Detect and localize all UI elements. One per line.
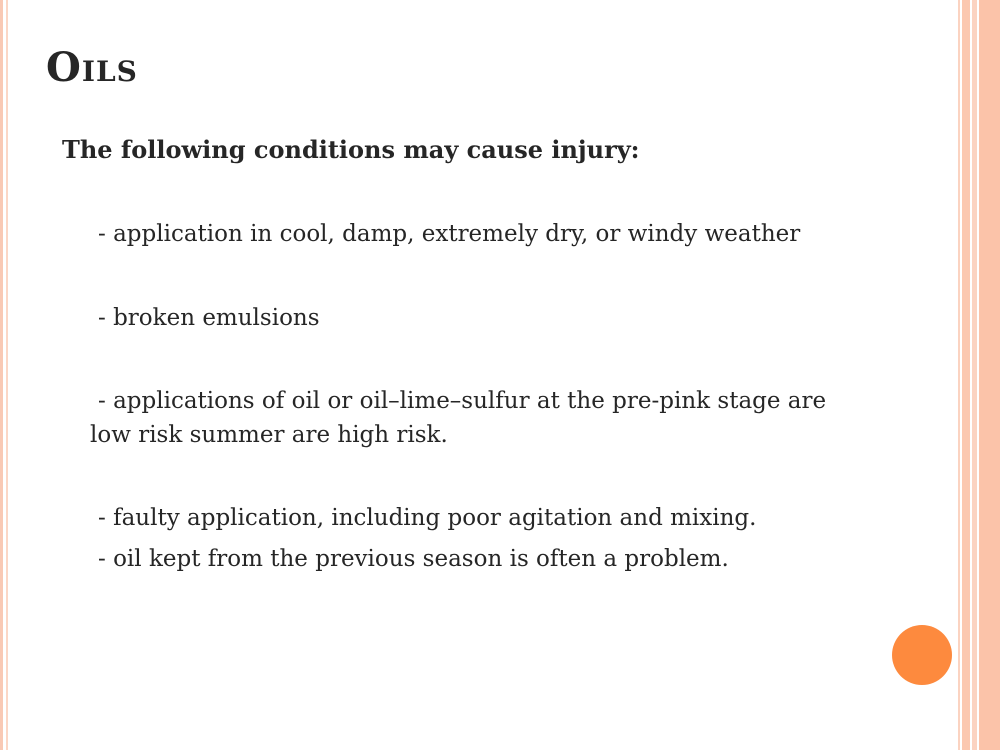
slide-subtitle: The following conditions may cause injury: <box>62 135 640 164</box>
bullet-item: - faulty application, including poor agitation and mixing. <box>98 505 757 531</box>
slide-title: Oils <box>46 44 138 91</box>
left-border-stripe <box>6 0 8 750</box>
accent-circle <box>892 625 952 685</box>
bullet-item: - applications of oil or oil–lime–sulfur at the pre-pink stage are <box>98 388 827 414</box>
right-border-stripe <box>958 0 960 750</box>
right-border-stripe <box>962 0 970 750</box>
bullet-item: - application in cool, damp, extremely dry, or windy weather <box>98 221 801 247</box>
left-border-stripe <box>0 0 3 750</box>
bullet-item-continuation: low risk summer are high risk. <box>90 422 448 448</box>
right-border-stripe <box>979 0 1000 750</box>
right-border-stripe <box>972 0 977 750</box>
bullet-item: - oil kept from the previous season is often a problem. <box>98 546 729 572</box>
bullet-item: - broken emulsions <box>98 305 320 331</box>
